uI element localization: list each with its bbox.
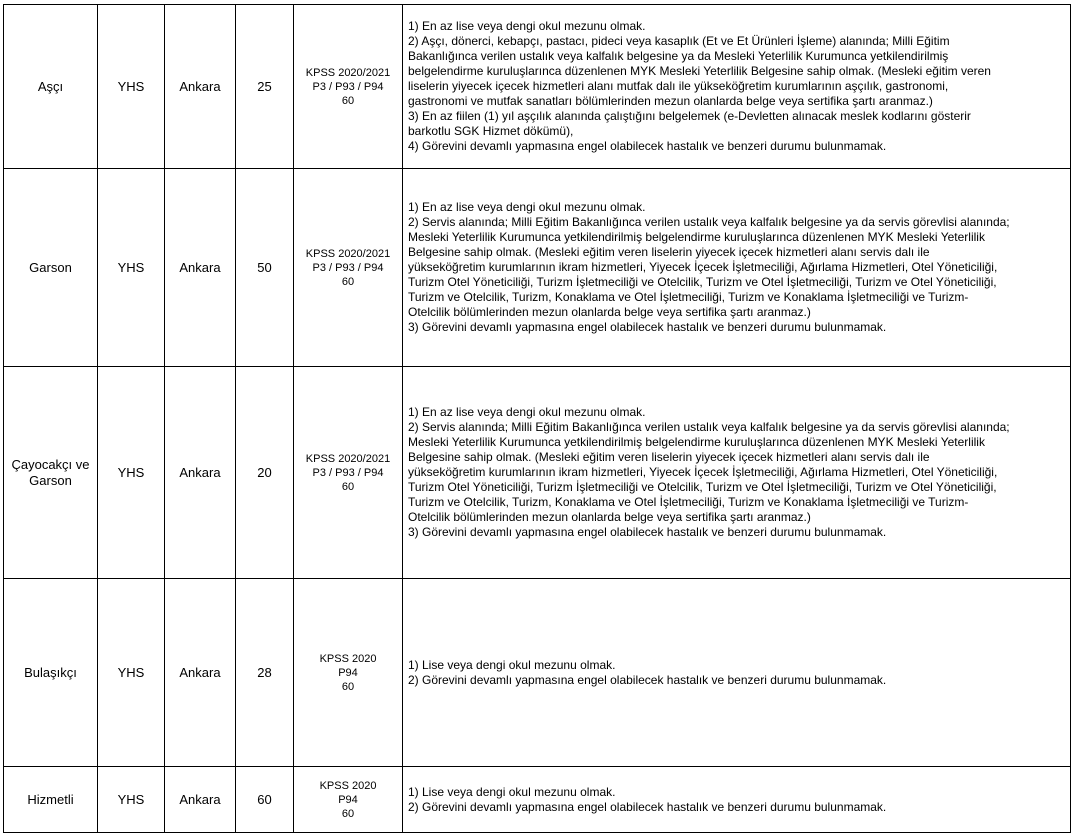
requirement-line: belgelendirme kuruluşlarınca düzenlenen MYK Mesleki Yeterlilik Belgesine sahip olmak. (Mesleki eğitim veren	[408, 64, 991, 78]
requirement-line: Otelcilik bölümlerinden mezun olanlarda belge veya sertifika şartı aranmaz.)	[408, 305, 811, 319]
position-title-cell	[4, 169, 98, 367]
table-row	[4, 767, 1071, 833]
city-cell: Ankara	[165, 367, 236, 579]
kpss-min-score: 60	[341, 680, 355, 693]
kpss-cell	[294, 579, 403, 767]
position-title: Garson	[29, 259, 72, 275]
requirement-line: 2) Servis alanında; Milli Eğitim Bakanlığınca verilen ustalık veya kalfalık belgesine ya da servis görevlisi alanında;	[408, 420, 1010, 434]
position-title: Hizmetli	[27, 791, 74, 807]
requirement-line: Turizm Otel Yöneticiliği, Turizm İşletmeciliği ve Otelcilik, Turizm ve Otel İşletmeciliği, Turizm ve Otel Yöneticiliği,	[408, 275, 997, 289]
position-title-cell	[4, 579, 98, 767]
kpss-cell	[294, 367, 403, 579]
position-title: Garson	[29, 472, 72, 488]
kpss-cell	[294, 169, 403, 367]
requirement-line: 3) Görevini devamlı yapmasına engel olabilecek hastalık ve benzeri durumu bulunmamak.	[408, 320, 887, 334]
requirements-cell	[403, 579, 1071, 767]
requirement-line: 3) Görevini devamlı yapmasına engel olabilecek hastalık ve benzeri durumu bulunmamak.	[408, 525, 887, 539]
position-title-cell	[4, 367, 98, 579]
requirement-line: Otelcilik bölümlerinden mezun olanlarda belge veya sertifika şartı aranmaz.)	[408, 510, 811, 524]
requirement-line: liselerin yiyecek içecek hizmetleri alanı mutfak dalı ile yükseköğretim kurumlarının aşçılık, gastronomi,	[408, 79, 949, 93]
service-class-cell: YHS	[98, 767, 165, 833]
service-class-cell: YHS	[98, 367, 165, 579]
service-class-cell: YHS	[98, 5, 165, 169]
requirement-line: Turizm Otel Yöneticiliği, Turizm İşletmeciliği ve Otelcilik, Turizm ve Otel İşletmeciliği, Turizm ve Otel Yöneticiliği,	[408, 480, 997, 494]
position-count-cell: 25	[236, 5, 294, 169]
position-count-cell: 60	[236, 767, 294, 833]
city-cell: Ankara	[165, 767, 236, 833]
kpss-min-score: 60	[341, 94, 355, 107]
requirement-line: Mesleki Yeterlilik Kurumunca yetkilendirilmiş belgelendirme kuruluşlarınca düzenlenen MYK Mesleki Yeterlilik	[408, 435, 985, 449]
kpss-score-types: P94	[338, 666, 358, 679]
table-row	[4, 367, 1071, 579]
requirement-line: 1) En az lise veya dengi okul mezunu olmak.	[408, 19, 646, 33]
kpss-year: KPSS 2020	[319, 779, 377, 792]
requirement-line: 4) Görevini devamlı yapmasına engel olabilecek hastalık ve benzeri durumu bulunmamak.	[408, 139, 887, 153]
requirement-line: Belgesine sahip olmak. (Mesleki eğitim veren liselerin yiyecek içecek hizmetleri alanı servis dalı ile	[408, 245, 930, 259]
kpss-cell	[294, 5, 403, 169]
requirement-line: gastronomi ve mutfak sanatları bölümlerinden mezun olanlarda belge veya sertifika şartı aranmaz.)	[408, 94, 933, 108]
requirement-line: Turizm ve Otelcilik, Turizm, Konaklama ve Otel İşletmeciliği, Turizm ve Konaklama İşletmeciliği ve Turizm-	[408, 495, 969, 509]
requirements-cell	[403, 767, 1071, 833]
kpss-score-types: P3 / P93 / P94	[312, 261, 384, 274]
requirement-line: 2) Görevini devamlı yapmasına engel olabilecek hastalık ve benzeri durumu bulunmamak.	[408, 799, 887, 814]
requirement-line: 1) Lise veya dengi okul mezunu olmak.	[408, 657, 616, 672]
city-cell: Ankara	[165, 169, 236, 367]
kpss-cell	[294, 767, 403, 833]
job-requirements-table	[3, 4, 1071, 833]
position-title: Bulaşıkçı	[24, 664, 77, 680]
kpss-min-score: 60	[341, 275, 355, 288]
kpss-score-types: P3 / P93 / P94	[312, 466, 384, 479]
kpss-year: KPSS 2020/2021	[305, 66, 391, 79]
requirement-line: yükseköğretim kurumlarının ikram hizmetleri, Yiyecek İçecek İşletmeciliği, Ağırlama Hizmetleri, Otel Yöneticiliği,	[408, 260, 998, 274]
position-title-cell	[4, 767, 98, 833]
table-row	[4, 579, 1071, 767]
kpss-min-score: 60	[341, 807, 355, 820]
requirement-line: 2) Servis alanında; Milli Eğitim Bakanlığınca verilen ustalık veya kalfalık belgesine ya da servis görevlisi alanında;	[408, 215, 1010, 229]
requirement-line: 1) Lise veya dengi okul mezunu olmak.	[408, 784, 616, 799]
requirements-cell	[403, 367, 1071, 579]
position-title: Aşçı	[37, 78, 64, 94]
service-class-cell: YHS	[98, 579, 165, 767]
requirement-line: Belgesine sahip olmak. (Mesleki eğitim veren liselerin yiyecek içecek hizmetleri alanı servis dalı ile	[408, 450, 930, 464]
requirement-line: Mesleki Yeterlilik Kurumunca yetkilendirilmiş belgelendirme kuruluşlarınca düzenlenen MYK Mesleki Yeterlilik	[408, 230, 985, 244]
requirements-cell	[403, 169, 1071, 367]
requirements-cell	[403, 5, 1071, 169]
requirement-line: 3) En az fiilen (1) yıl aşçılık alanında çalıştığını belgelemek (e-Devletten alınacak meslek kodlarını gösterir	[408, 109, 971, 123]
position-count-cell: 20	[236, 367, 294, 579]
kpss-year: KPSS 2020/2021	[305, 247, 391, 260]
position-title-cell	[4, 5, 98, 169]
table-row	[4, 169, 1071, 367]
kpss-year: KPSS 2020	[319, 652, 377, 665]
requirement-line: yükseköğretim kurumlarının ikram hizmetleri, Yiyecek İçecek İşletmeciliği, Ağırlama Hizmetleri, Otel Yöneticiliği,	[408, 465, 998, 479]
city-cell: Ankara	[165, 5, 236, 169]
requirement-line: 1) En az lise veya dengi okul mezunu olmak.	[408, 200, 646, 214]
requirement-line: Turizm ve Otelcilik, Turizm, Konaklama ve Otel İşletmeciliği, Turizm ve Konaklama İşletmeciliği ve Turizm-	[408, 290, 969, 304]
kpss-score-types: P3 / P93 / P94	[312, 80, 384, 93]
position-count-cell: 50	[236, 169, 294, 367]
requirement-line: 2) Aşçı, dönerci, kebapçı, pastacı, pideci veya kasaplık (Et ve Et Ürünleri İşleme) alanında; Milli Eğitim	[408, 34, 950, 48]
service-class-cell: YHS	[98, 169, 165, 367]
kpss-score-types: P94	[338, 793, 358, 806]
requirement-line: barkotlu SGK Hizmet dökümü),	[408, 124, 574, 138]
kpss-year: KPSS 2020/2021	[305, 452, 391, 465]
kpss-min-score: 60	[341, 480, 355, 493]
position-title: Çayocakçı ve	[11, 456, 90, 472]
requirement-line: 1) En az lise veya dengi okul mezunu olmak.	[408, 405, 646, 419]
position-count-cell: 28	[236, 579, 294, 767]
city-cell: Ankara	[165, 579, 236, 767]
requirement-line: 2) Görevini devamlı yapmasına engel olabilecek hastalık ve benzeri durumu bulunmamak.	[408, 672, 887, 687]
table-row	[4, 5, 1071, 169]
requirement-line: Bakanlığınca verilen ustalık veya kalfalık belgesine ya da Mesleki Yeterlilik Kurumunca yetkilendirilmiş	[408, 49, 949, 63]
